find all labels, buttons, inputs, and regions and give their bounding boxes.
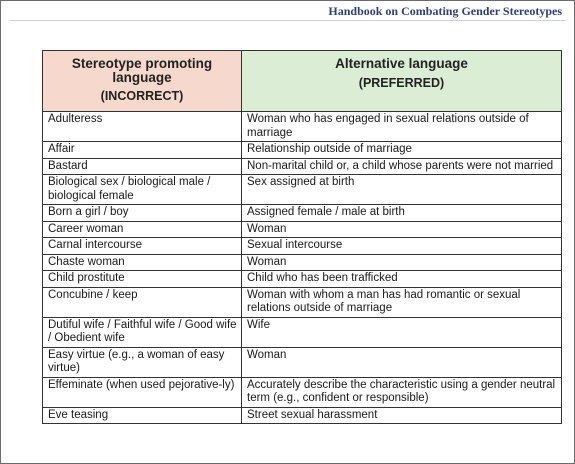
incorrect-term: Career woman xyxy=(43,221,242,238)
header-preferred-title: Alternative language xyxy=(335,56,468,71)
stereotype-language-table xyxy=(42,50,562,424)
incorrect-term: Chaste woman xyxy=(43,254,242,271)
incorrect-term: Bastard xyxy=(43,158,242,175)
table-row xyxy=(43,175,562,205)
preferred-term: Child who has been trafficked xyxy=(242,271,562,288)
table-row xyxy=(43,205,562,222)
incorrect-term: Effeminate (when used pejorative-ly) xyxy=(43,377,242,407)
incorrect-term: Dutiful wife / Faithful wife / Good wife / Obedient wife xyxy=(43,317,242,347)
preferred-term: Woman xyxy=(242,254,562,271)
preferred-term: Assigned female / male at birth xyxy=(242,205,562,222)
incorrect-term: Child prostitute xyxy=(43,271,242,288)
table-row xyxy=(43,142,562,159)
incorrect-term: Carnal intercourse xyxy=(43,238,242,255)
header-preferred-tag: (PREFERRED) xyxy=(358,76,445,90)
preferred-term: Woman xyxy=(242,347,562,377)
table-row xyxy=(43,317,562,347)
preferred-term: Wife xyxy=(242,317,562,347)
table-row xyxy=(43,287,562,317)
header-rule xyxy=(9,20,566,21)
header-incorrect-title: Stereotype promoting language xyxy=(71,56,213,85)
table-header-row xyxy=(43,51,562,112)
header-incorrect-tag: (INCORRECT) xyxy=(100,89,184,103)
incorrect-term: Eve teasing xyxy=(43,407,242,424)
preferred-term: Street sexual harassment xyxy=(242,407,562,424)
preferred-term: Woman with whom a man has had romantic or sexual relations outside of marriage xyxy=(242,287,562,317)
preferred-term: Sexual intercourse xyxy=(242,238,562,255)
incorrect-term: Concubine / keep xyxy=(43,287,242,317)
preferred-term: Non-marital child or, a child whose parents were not married xyxy=(242,158,562,175)
table-row xyxy=(43,112,562,142)
table-row xyxy=(43,238,562,255)
incorrect-term: Born a girl / boy xyxy=(43,205,242,222)
table-row xyxy=(43,347,562,377)
running-header: Handbook on Combating Gender Stereotypes xyxy=(328,4,562,18)
preferred-term: Woman xyxy=(242,221,562,238)
table-row xyxy=(43,377,562,407)
incorrect-term: Affair xyxy=(43,142,242,159)
header-preferred xyxy=(242,51,562,112)
table-row xyxy=(43,271,562,288)
table-row xyxy=(43,254,562,271)
preferred-term: Accurately describe the characteristic using a gender neutral term (e.g., confident or responsible) xyxy=(242,377,562,407)
table-row xyxy=(43,407,562,424)
header-incorrect xyxy=(43,51,242,112)
table-row xyxy=(43,158,562,175)
preferred-term: Relationship outside of marriage xyxy=(242,142,562,159)
incorrect-term: Biological sex / biological male / biological female xyxy=(43,175,242,205)
preferred-term: Sex assigned at birth xyxy=(242,175,562,205)
incorrect-term: Adulteress xyxy=(43,112,242,142)
incorrect-term: Easy virtue (e.g., a woman of easy virtue) xyxy=(43,347,242,377)
preferred-term: Woman who has engaged in sexual relations outside of marriage xyxy=(242,112,562,142)
table-row xyxy=(43,221,562,238)
